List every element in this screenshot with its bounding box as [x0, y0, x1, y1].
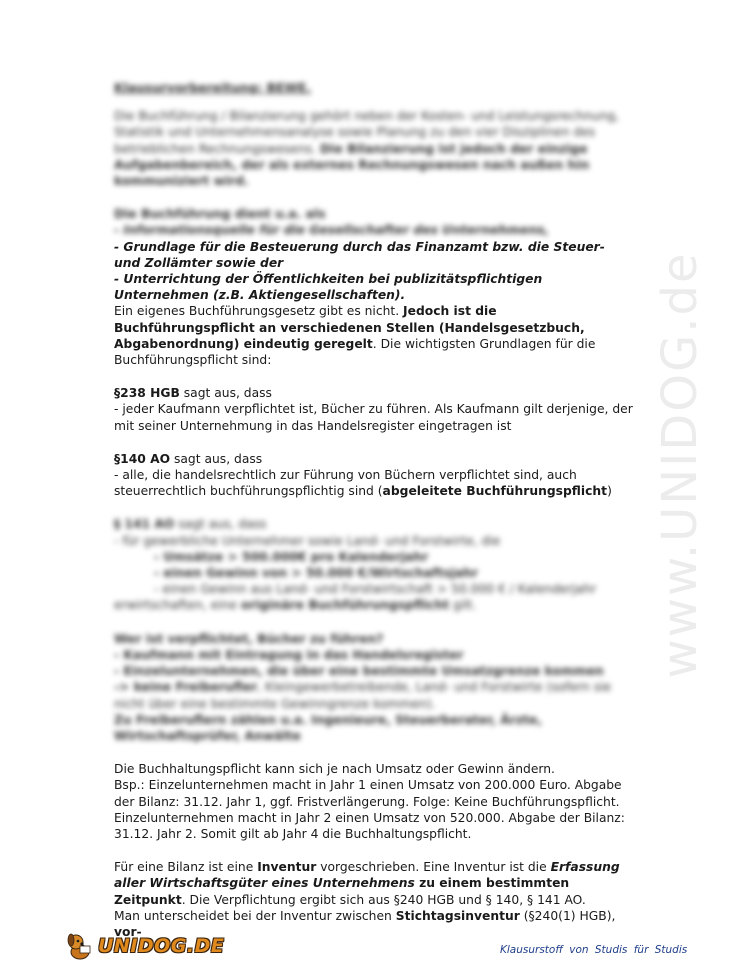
who-heading — [114, 631, 634, 647]
watermark-text: www.UNIDOG.de — [652, 251, 708, 679]
purpose-item-1 — [114, 222, 634, 238]
dog-icon — [66, 931, 94, 961]
ao-140-bold: abgeleitete Buchführungspflicht — [382, 484, 608, 499]
ao-140-end: ) — [607, 484, 612, 499]
purpose-item-2 — [114, 239, 634, 271]
who-item-1 — [114, 647, 634, 663]
purpose-heading-text: Die Buchführung dient u.a. als — [114, 207, 326, 222]
ao-140-text — [114, 467, 634, 499]
inventory-paragraph — [114, 859, 634, 908]
law-bold-text: Jedoch ist die Buchführungspflicht an verschiedenen Stellen (Handelsgesetzbuch, Abgabenordnung) eindeutig geregelt — [114, 304, 585, 351]
who-heading-text: Wer ist verpflichtet, Bücher zu führen? — [114, 631, 384, 646]
inventory-text-3: . Die Verpflichtung ergibt sich aus §240 HGB und § 140, § 141 AO. — [181, 892, 586, 907]
who-item-3 — [114, 679, 634, 711]
footer-logo[interactable] — [66, 928, 224, 964]
ao-141-item-2-text: - einen Gewinn von > 50.000 €/Wirtschaftsjahr — [154, 566, 478, 581]
hgb-238-heading — [114, 385, 634, 401]
ao-140-says: sagt aus, dass — [170, 451, 263, 466]
inventory-types-bold-2: vor- — [114, 924, 142, 939]
law-paragraph — [114, 303, 634, 368]
law-text-2: . Die wichtigsten Grundlagen für die Buchführungspflicht sind: — [114, 336, 596, 368]
who-item-4-text: Zu Freiberuflern zählen u.a. Ingenieure, Steuerberater, Ärzte, Wirtschaftsprüfer, Anwälte — [114, 712, 542, 743]
inventory-text-2: vorgeschrieben. Eine Inventur ist die — [316, 860, 551, 875]
document-title: Klausurvorbereitung: BEWE. — [114, 81, 312, 95]
hgb-238-label: §238 HGB — [114, 386, 180, 401]
inventory-types-bold: Stichtagsinventur — [395, 908, 520, 923]
intro-bold-text: Die Bilanzierung ist jedoch der einzige Aufgabenbereich, der als externes Rechnungswesen nach außen hin kommuniziert wird. — [114, 141, 590, 189]
ao-141-label: § 141 AO — [114, 517, 175, 532]
ao-141-item-1-text: - Umsätze > 500.000€ pro Kalenderjahr — [154, 549, 429, 564]
ao-141-heading — [114, 516, 634, 532]
purpose-item-3 — [114, 271, 634, 303]
purpose-item-3-text: - Unterrichtung der Öffentlichkeiten bei publizitätspflichtigen Unternehmen (z.B. Aktiengesellschaften). — [114, 272, 543, 303]
ao-141-end: gilt. — [449, 598, 477, 613]
inventory-types-text: Man unterscheidet bei der Inventur zwischen — [114, 908, 396, 923]
who-item-2-text: - Einzelunternehmen, die über eine bestimmte Umsatzgrenze kommen — [114, 664, 604, 679]
footer-tagline: Klausurstoff von Studis für Studis — [500, 944, 688, 956]
purpose-heading — [114, 206, 634, 222]
hgb-238-text: - jeder Kaufmann verpflichtet ist, Bücher zu führen. Als Kaufmann gilt derjenige, der mit seiner Unternehmung in das Handelsregister eingetragen ist — [114, 402, 633, 433]
ao-140-heading — [114, 451, 634, 467]
inventory-text-1: Für eine Bilanz ist eine — [114, 860, 258, 875]
example-intro: Die Buchhaltungspflicht kann sich je nach Umsatz oder Gewinn ändern. — [114, 762, 555, 777]
inventory-types-text-2: (§240(1) HGB), — [519, 908, 616, 923]
ao-141-item-3-text: - einen Gewinn aus Land- und Forstwirtschaft > 50.000 € / Kalenderjahr erwirtschaften, eine — [114, 582, 597, 613]
example-year-1: Bsp.: Einzelunternehmen macht in Jahr 1 einen Umsatz von 200.000 Euro. Abgabe der Bilanz: 31.12. Jahr 1, ggf. Fristverlängerung. Folge: Keine Buchführungspflicht. — [114, 778, 622, 809]
intro-paragraph — [114, 108, 634, 189]
who-item-4 — [114, 712, 634, 744]
hgb-238-says: sagt aus, dass — [179, 386, 272, 401]
ao-141-item-3 — [114, 581, 634, 613]
purpose-item-1-text: - Informationsquelle für die Gesellschafter des Unternehmens, — [114, 223, 549, 238]
ao-141-item-1 — [114, 549, 634, 565]
blurred-intro — [114, 80, 634, 239]
example-year-2: Einzelunternehmen macht in Jahr 2 einen Umsatz von 520.000. Abgabe der Bilanz: 31.12. Jahr 2. Somit gilt ab Jahr 4 die Buchhaltungspflicht. — [114, 810, 625, 841]
ao-141-says: sagt aus, dass — [174, 517, 267, 532]
ao-141-line-1: - für gewerbliche Unternehmer sowie Land- und Forstwirte, die — [114, 533, 501, 548]
law-text-1: Ein eigenes Buchführungsgesetz gibt es nicht. — [114, 304, 404, 319]
purpose-item-2-text: - Grundlage für die Besteuerung durch das Finanzamt bzw. die Steuer- und Zollämter sowie der — [114, 239, 605, 270]
intro-text: Die Buchführung / Bilanzierung gehört neben der Kosten- und Leistungsrechnung, Statistik und Unternehmensanalyse sowie Planung zu den vier Disziplinen des betrieblichen Rechnungswesens. — [114, 109, 619, 156]
who-item-3-text: , Kleingewerbetreibende, Land- und Forstwirte (sofern sie nicht über eine bestimmte Gewinngrenze kommen). — [114, 680, 612, 711]
who-item-2 — [114, 663, 634, 679]
ao-141-bold: originäre Buchführungspflicht — [240, 598, 450, 613]
ao-140-body: - alle, die handelsrechtlich zur Führung von Büchern verpflichtet sind, auch steuerrechtlich buchführungspflichtig sind ( — [114, 468, 577, 499]
who-item-1-text: - Kaufmann mit Eintragung in das Handelsregister — [114, 647, 464, 662]
inventory-bold-italic: Erfassung aller Wirtschaftsgüter eines Unternehmens — [114, 860, 620, 891]
inventory-bold-2: zu einem bestimmten Zeitpunkt — [114, 876, 570, 907]
ao-140-label: §140 AO — [114, 451, 171, 466]
blurred-section-ao141 — [114, 516, 634, 744]
ao-141-item-2 — [114, 565, 634, 581]
inventory-bold-1: Inventur — [257, 860, 317, 875]
footer-logo-text: UNIDOG.DE — [98, 935, 225, 957]
document-page — [114, 80, 634, 940]
who-item-3-bold: -> keine Freiberufler — [114, 680, 258, 695]
